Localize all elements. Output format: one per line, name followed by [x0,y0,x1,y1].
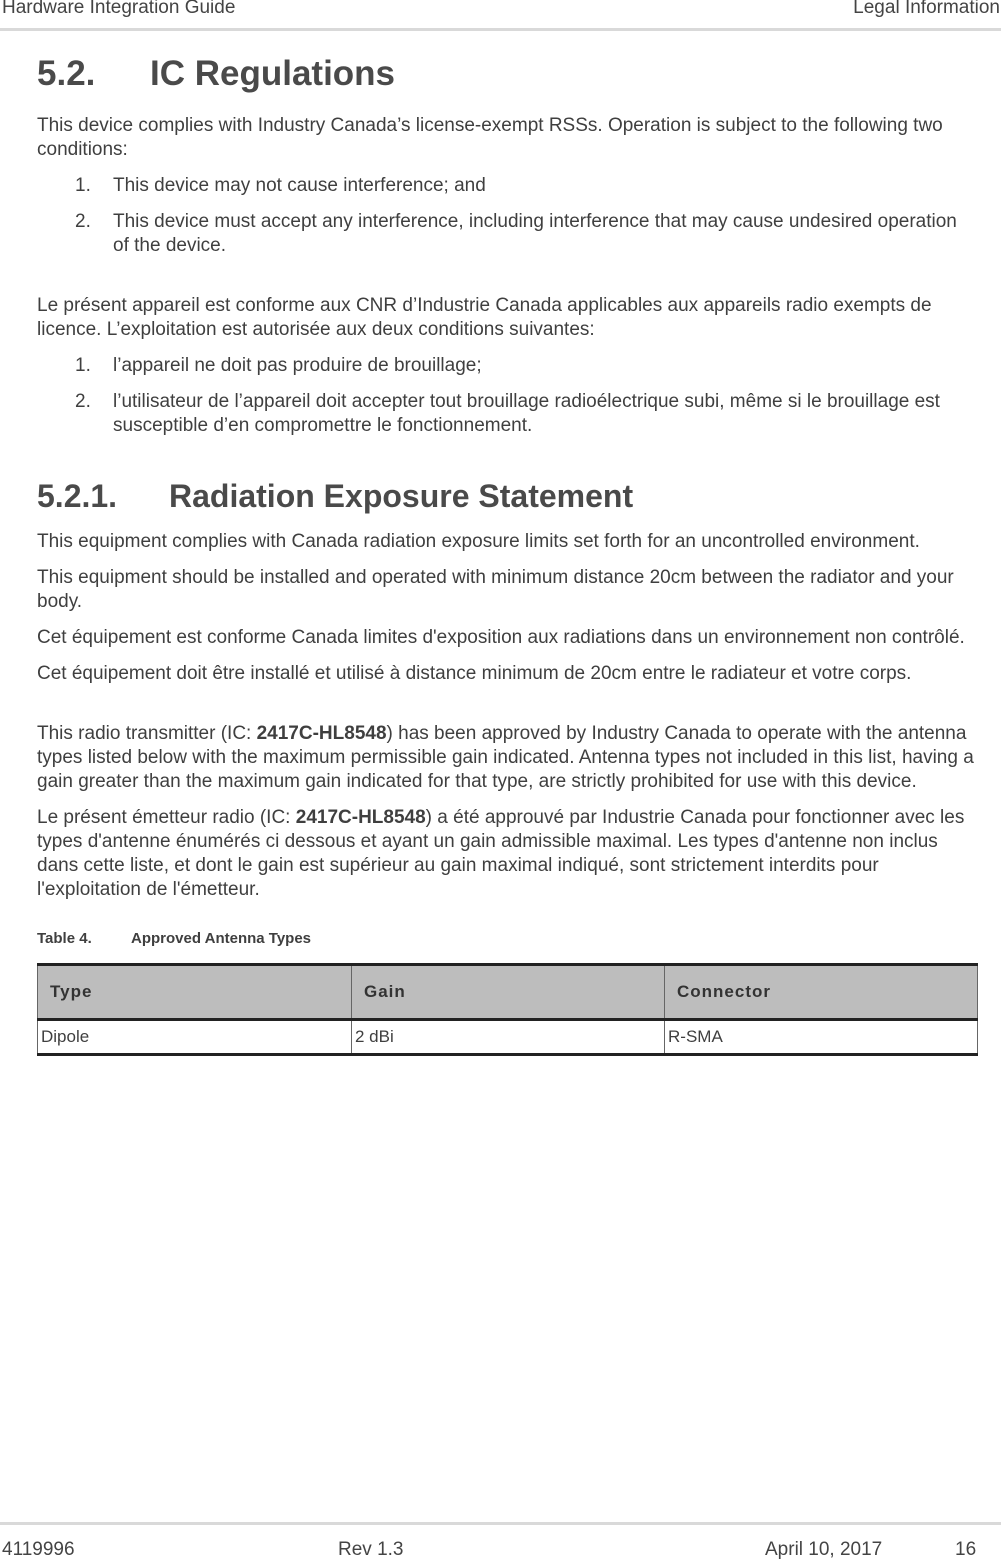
text-run: ) has been approved by Industry Canada to operate with the antenna types listed below with the maximum permissible gain indicated. Antenna types not included in this list, having a gain greater than the maximum gain indicated for that type, are strictly prohibited for use with this device. [37,723,974,792]
list-item [37,174,977,198]
column-header-connector: Connector [665,965,978,1020]
table-title: Approved Antenna Types [131,930,312,947]
footer-doc-number: 4119996 [2,1539,75,1560]
table-cell: Dipole [38,1020,352,1055]
page-footer [0,1522,1001,1562]
header-section-title: Legal Information [853,0,1000,18]
list-number: 1. [75,175,91,196]
table-label: Table 4. [37,930,92,947]
text-run: Le présent émetteur radio (IC: [37,807,296,828]
section-number: 5.2. [37,54,96,93]
exposure-paragraph: Cet équipement est conforme Canada limites d'exposition aux radiations dans un environnement non contrôlé. [37,627,965,648]
list-item [37,210,977,258]
list-text: This device may not cause interference; and [113,175,486,196]
footer-revision: Rev 1.3 [338,1539,404,1560]
transmitter-paragraph-fr [37,806,977,902]
antenna-table [37,963,978,1056]
section-heading [37,52,977,96]
table-cell: R-SMA [665,1020,978,1055]
header-document-title: Hardware Integration Guide [2,0,236,18]
text-run: ) a été approuvé par Industrie Canada pour fonctionner avec les types d'antenne énumérés ci dessous et ayant un gain admissible maximal. Les types d'antenne non inclus dans cette liste, et dont le gain est supérieur au gain maximal indiqué, sont strictement interdits pour l'exploitation de l'émetteur. [37,807,965,900]
table-caption [37,930,977,947]
subsection-title: Radiation Exposure Statement [169,478,634,514]
ic-number: 2417C-HL8548 [256,723,387,744]
exposure-paragraph: This equipment complies with Canada radiation exposure limits set forth for an uncontrolled environment. [37,531,920,552]
table-row [38,1020,978,1055]
list-item [37,354,977,378]
text-run: This radio transmitter (IC: [37,723,257,744]
column-header-gain: Gain [352,965,665,1020]
footer-date: April 10, 2017 [765,1539,883,1560]
conditions-list-fr [37,354,977,438]
conditions-list-en [37,174,977,258]
column-header-type: Type [38,965,352,1020]
subsection-heading [37,476,977,516]
list-number: 2. [75,211,91,232]
list-item [37,390,977,438]
exposure-paragraph: Cet équipement doit être installé et utilisé à distance minimum de 20cm entre le radiateur et votre corps. [37,663,912,684]
ic-number: 2417C-HL8548 [295,807,426,828]
exposure-paragraph: This equipment should be installed and operated with minimum distance 20cm between the radiator and your body. [37,567,954,612]
table-cell: 2 dBi [352,1020,665,1055]
footer-page-number: 16 [955,1539,977,1560]
section-title: IC Regulations [150,54,396,93]
table-header-row [38,965,978,1020]
list-text: This device must accept any interference, including interference that may cause undesired operation of the device. [113,211,957,256]
list-text: l’appareil ne doit pas produire de brouillage; [113,355,482,376]
list-text: l’utilisateur de l’appareil doit accepter tout brouillage radioélectrique subi, même si le brouillage est susceptible d’en compromettre le fonctionnement. [113,391,940,436]
list-number: 2. [75,391,91,412]
intro-paragraph-fr: Le présent appareil est conforme aux CNR d’Industrie Canada applicables aux appareils radio exempts de licence. L’exploitation est autorisée aux deux conditions suivantes: [37,295,932,340]
transmitter-paragraph-en [37,722,977,794]
list-number: 1. [75,355,91,376]
page-header [0,0,1001,31]
page-content [37,52,977,1056]
subsection-number: 5.2.1. [37,478,118,514]
intro-paragraph-en: This device complies with Industry Canada’s license-exempt RSSs. Operation is subject to the following two conditions: [37,115,943,160]
